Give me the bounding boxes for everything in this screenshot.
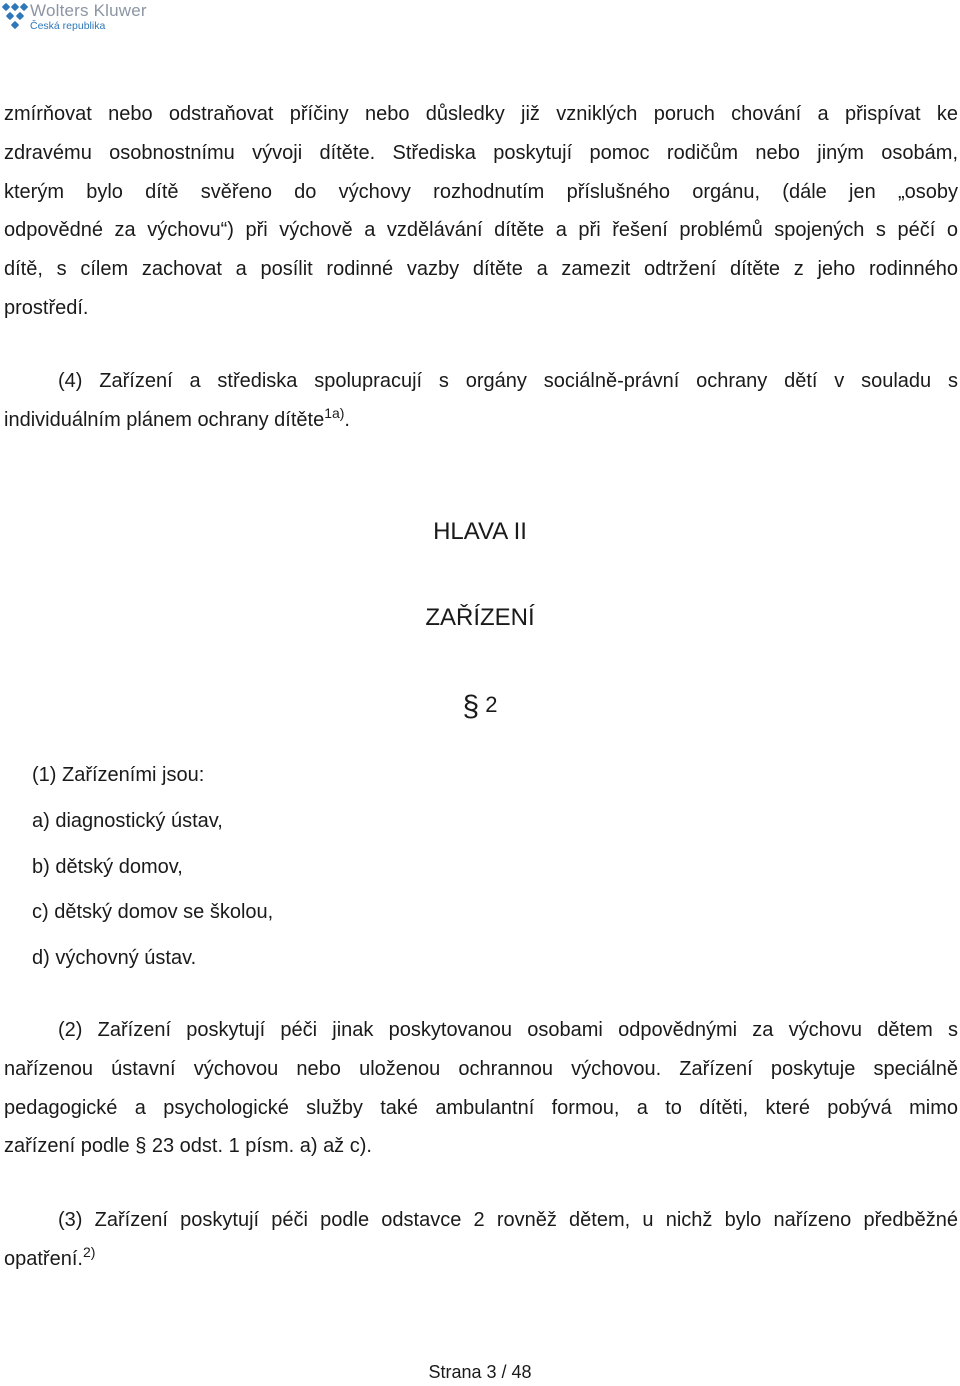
text-line	[4, 1240, 958, 1279]
paragraph-2-line-1: (2) Zařízení poskytují péči jinak poskytovanou osobami odpovědnými za výchovu dětem s	[58, 1019, 958, 1041]
intro-paragraph	[4, 95, 958, 328]
list-item: b) dětský domov,	[32, 856, 183, 878]
paragraph-4-line-1: (4) Zařízení a střediska spolupracují s orgány sociálně-právní ochrany dětí v souladu s	[58, 370, 958, 392]
page-number: Strana 3 / 48	[428, 1362, 532, 1382]
wolters-kluwer-logo-icon	[2, 2, 28, 34]
paragraph-4	[4, 362, 958, 440]
text-line: pedagogické a psychologické služby také ambulantní formou, a to dítěti, které pobývá mimo	[4, 1096, 958, 1119]
footnote-ref: 2)	[82, 1243, 96, 1260]
paragraph-2	[4, 1011, 958, 1166]
text-line: zmírňovat nebo odstraňovat příčiny nebo důsledky již vzniklých poruch chování a přispívat ke	[4, 103, 958, 125]
text-line	[4, 1201, 958, 1240]
chapter-heading: HLAVA II	[433, 518, 527, 545]
period: .	[344, 408, 350, 431]
text-line	[4, 1011, 958, 1050]
section-number: 2	[485, 692, 498, 717]
paragraph-4-line-2: individuálním plánem ochrany dítěte	[4, 408, 325, 431]
logo-brand-text: Wolters Kluwer	[30, 1, 147, 20]
footnote-ref: 1a)	[324, 404, 345, 421]
publisher-logo	[2, 2, 147, 34]
list-item: d) výchovný ústav.	[32, 947, 197, 969]
chapter-title: ZAŘÍZENÍ	[425, 604, 535, 631]
text-line: nařízenou ústavní výchovou nebo uloženou ochrannou výchovou. Zařízení poskytuje speciálně	[4, 1057, 958, 1080]
logo-sub-text: Česká republika	[30, 20, 106, 32]
list-item: c) dětský domov se školou,	[32, 901, 274, 923]
text-line: odpovědné za výchovu“) při výchově a vzdělávání dítěte a při řešení problémů spojených s péčí o	[4, 219, 958, 242]
text-line: zařízení podle § 23 odst. 1 písm. a) až c).	[4, 1135, 372, 1158]
text-line: dítě, s cílem zachovat a posílit rodinné vazby dítěte a zamezit odtržení dítěte z jeho rodinného	[4, 258, 958, 281]
text-line: zdravému osobnostnímu vývoji dítěte. Střediska poskytují pomoc rodičům nebo jiným osobám,	[4, 141, 958, 164]
text-line	[4, 401, 958, 440]
paragraph-3	[4, 1201, 958, 1279]
list-item: a) diagnostický ústav,	[32, 810, 223, 832]
text-line: kterým bylo dítě svěřeno do výchovy rozhodnutím příslušného orgánu, (dále jen „osoby	[4, 180, 958, 203]
paragraph-3-line-1: (3) Zařízení poskytují péči podle odstavce 2 rovněž dětem, u nichž bylo nařízeno předběžné	[58, 1209, 958, 1231]
text-line: prostředí.	[4, 296, 89, 319]
paragraph-1-lead: (1) Zařízeními jsou:	[32, 764, 205, 786]
section-sign-icon: §	[462, 690, 480, 723]
section-heading	[0, 690, 960, 724]
text-line	[4, 362, 958, 401]
paragraph-3-line-2: opatření.	[4, 1247, 83, 1270]
